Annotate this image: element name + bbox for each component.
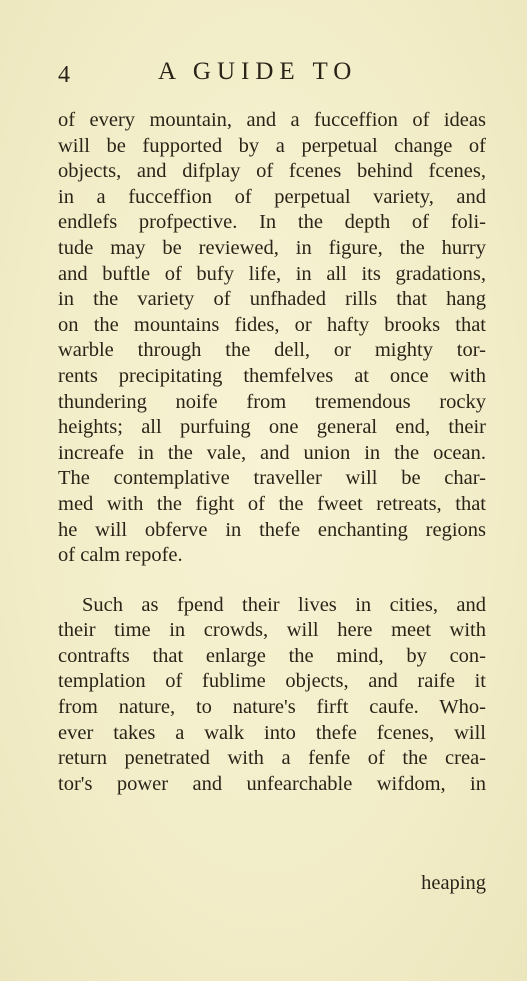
running-head: A GUIDE TO xyxy=(158,58,358,85)
text-line: their time in crowds, will here meet with xyxy=(58,619,486,642)
text-line: in the variety of unfhaded rills that hang xyxy=(58,288,486,311)
text-line: on the mountains fides, or hafty brooks that xyxy=(58,313,486,336)
text-line: increafe in the vale, and union in the ocean. xyxy=(58,441,486,464)
text-line: thundering noife from tremendous rocky xyxy=(58,390,486,413)
paragraph-gap xyxy=(58,569,486,593)
text-line: from nature, to nature's firft caufe. Who- xyxy=(58,696,486,719)
page-header xyxy=(58,58,488,90)
paragraph-2 xyxy=(58,593,486,798)
text-line: he will obferve in thefe enchanting regions xyxy=(58,518,486,541)
text-line: templation of fublime objects, and raife it xyxy=(58,670,486,693)
paragraph-1 xyxy=(58,108,486,569)
text-line: tude may be reviewed, in figure, the hurry xyxy=(58,236,486,259)
page-number: 4 xyxy=(58,62,70,88)
text-line: med with the fight of the fweet retreats, that xyxy=(58,492,486,515)
text-line: heights; all purfuing one general end, their xyxy=(58,416,486,439)
text-line: tor's power and unfearchable wifdom, in xyxy=(58,772,486,795)
text-line: will be fupported by a perpetual change of xyxy=(58,134,486,157)
text-line: objects, and difplay of fcenes behind fcenes, xyxy=(58,160,486,183)
catchword: heaping xyxy=(421,872,486,894)
text-line: endlefs profpective. In the depth of foli- xyxy=(58,211,486,234)
text-line: contrafts that enlarge the mind, by con- xyxy=(58,644,486,667)
text-line: in a fucceffion of perpetual variety, and xyxy=(58,185,486,208)
text-line: rents precipitating themfelves at once with xyxy=(58,364,486,387)
text-line: The contemplative traveller will be char- xyxy=(58,467,486,490)
text-line: warble through the dell, or mighty tor- xyxy=(58,339,486,362)
text-line: ever takes a walk into thefe fcenes, will xyxy=(58,721,486,744)
body-text xyxy=(58,108,486,797)
text-line: return penetrated with a fenfe of the crea- xyxy=(58,747,486,770)
text-line: of calm repofe. xyxy=(58,544,183,567)
text-line: of every mountain, and a fucceffion of ideas xyxy=(58,109,486,131)
text-line: Such as fpend their lives in cities, and xyxy=(82,593,486,616)
text-line: and buftle of bufy life, in all its gradations, xyxy=(58,262,486,285)
